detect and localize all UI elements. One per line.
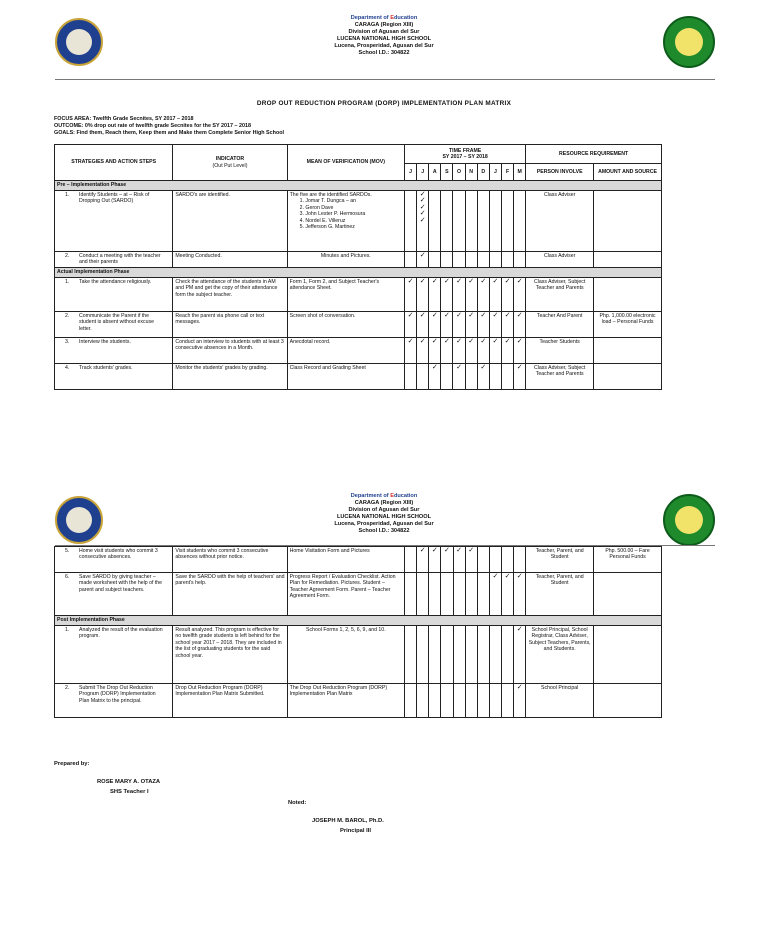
check-mark: ✓: [453, 547, 465, 573]
check-mark: ✓: [514, 364, 526, 390]
amount-cell: [594, 364, 662, 390]
division: Division of Agusan del Sur: [348, 507, 420, 513]
mov-cell: Form 1, Form 2, and Subject Teacher's attendance Sheet.: [287, 278, 404, 312]
school-name: LUCENA NATIONAL HIGH SCHOOL: [336, 36, 432, 42]
check-mark: ✓: [453, 312, 465, 338]
check-mark: ✓: [489, 312, 501, 338]
school-id: School I.D.: 304822: [358, 528, 410, 534]
person-cell: Class Adviser: [526, 191, 594, 252]
amount-cell: [594, 626, 662, 684]
check-mark: ✓: [417, 278, 429, 312]
indicator-cell: Save the SARDO with the help of teachers' and parent's help.: [173, 573, 287, 616]
check-mark: ✓: [514, 684, 526, 718]
check-mark: ✓: [429, 364, 441, 390]
indicator-cell: Conduct an interview to students with at least 3 consecutive absences in a Month.: [173, 338, 287, 364]
check-mark: ✓: [477, 364, 489, 390]
check-mark: ✓: [514, 338, 526, 364]
amount-cell: [594, 684, 662, 718]
check-mark: ✓: [465, 312, 477, 338]
strategy-cell: 4. Track students' grades.: [55, 364, 173, 390]
phase-label: Post Implementation Phase: [55, 616, 662, 626]
document-title: DROP OUT REDUCTION PROGRAM (DORP) IMPLEMENTATION PLAN MATRIX: [256, 100, 512, 107]
table-row: [55, 684, 662, 718]
outcome: OUTCOME: 0% drop out rate of twelfth grade Secnites for the SY 2017 – 2018: [54, 123, 252, 129]
goals: GOALS: Find them, Reach them, Keep them and Make them Complete Senior High School: [54, 130, 285, 136]
amount-cell: [594, 252, 662, 268]
header-time-frame: TIME FRAME SY 2017 – SY 2018: [404, 145, 525, 164]
indicator-cell: Check the attendance of the students in AM and PM and get the copy of their attendance form the subject teacher.: [173, 278, 287, 312]
strategy-cell: 3. Interview the students.: [55, 338, 173, 364]
mov-cell: Progress Report / Evaluation Checklist. Action Plan for Remediation. Pictures. Student – Teacher Agreement Form. Parent – Teacher Agreement Form.: [287, 573, 404, 616]
check-mark: ✓: [514, 278, 526, 312]
person-cell: Class Adviser, Subject Teacher and Parents: [526, 364, 594, 390]
strategy-cell: 5. Home visit students who commit 3 consecutive absences.: [55, 547, 173, 573]
table-row: [55, 312, 662, 338]
region: CARAGA (Region XIII): [354, 500, 414, 506]
header-divider: [55, 79, 715, 80]
check-mark: ✓: [465, 547, 477, 573]
check-mark: ✓: [404, 338, 416, 364]
table-row: [55, 252, 662, 268]
month-header: J: [417, 164, 429, 181]
mov-cell: The five are the identified SARDOs. 1. Jomar T. Dungca – an 2. Geron Dave 3. John Lester P. Hermosura 4. Nordel E. Villeruz 5. Jefferson G. Martinez: [287, 191, 404, 252]
mov-cell: Screen shot of conversation.: [287, 312, 404, 338]
check-mark: ✓: [404, 312, 416, 338]
prepared-by-name: ROSE MARY A. OTAZA: [97, 779, 161, 785]
check-mark: ✓: [502, 573, 514, 616]
indicator-cell: Monitor the students' grades by grading.: [173, 364, 287, 390]
person-cell: Teacher, Parent, and Student: [526, 547, 594, 573]
month-header: S: [441, 164, 453, 181]
implementation-matrix-table-continued: [54, 546, 662, 718]
check-mark: ✓: [489, 338, 501, 364]
month-header: J: [404, 164, 416, 181]
check-mark: ✓: [465, 338, 477, 364]
strategy-cell: 2. Conduct a meeting with the teacher and their parents: [55, 252, 173, 268]
month-header: O: [453, 164, 465, 181]
person-cell: School Principal: [526, 684, 594, 718]
mov-cell: Anecdotal record.: [287, 338, 404, 364]
phase-row: [55, 181, 662, 191]
mov-cell: Minutes and Pictures.: [287, 252, 404, 268]
strategy-cell: 1. Analyzed the result of the evaluation program.: [55, 626, 173, 684]
mov-cell: Class Record and Grading Sheet: [287, 364, 404, 390]
department-name: Department of Education: [350, 493, 418, 499]
prepared-by-label: Prepared by:: [54, 761, 90, 767]
check-mark: ✓: [489, 278, 501, 312]
month-header: F: [501, 164, 513, 181]
check-mark: ✓: [417, 252, 429, 268]
month-header: N: [465, 164, 477, 181]
implementation-matrix-table: [54, 144, 662, 390]
check-mark: ✓: [441, 547, 453, 573]
indicator-cell: Visit students who commit 3 consecutive absences without prior notice.: [173, 547, 287, 573]
school-address: Lucena, Prosperidad, Agusan del Sur: [334, 521, 434, 527]
strategy-cell: 1. Take the attendance religiously.: [55, 278, 173, 312]
check-mark: ✓: [477, 312, 489, 338]
strategy-cell: 1. Identify Students – at – Risk of Dropping Out (SARDO): [55, 191, 173, 252]
school-name: LUCENA NATIONAL HIGH SCHOOL: [336, 514, 432, 520]
check-mark: ✓: [453, 364, 465, 390]
check-mark: ✓: [501, 278, 513, 312]
table-row: [55, 626, 662, 684]
check-mark: ✓: [441, 338, 453, 364]
noted-by-title: Principal III: [340, 828, 371, 834]
check-mark: ✓: [477, 338, 489, 364]
check-mark: ✓: [429, 312, 441, 338]
strategy-cell: 2. Submit The Drop Out Reduction Program (DORP) Implementation Plan Matrix to the principal.: [55, 684, 173, 718]
school-id: School I.D.: 304822: [358, 50, 410, 56]
check-mark: ✓: [514, 573, 526, 616]
prepared-by-title: SHS Teacher I: [110, 789, 149, 795]
amount-cell: Php. 1,000.00 electronic load – Personal Funds: [594, 312, 662, 338]
school-seal-logo: [663, 494, 715, 546]
noted-by-name: JOSEPH M. BAROL, Ph.D.: [312, 818, 384, 824]
header-resource: RESOURCE REQUIREMENT: [526, 145, 662, 164]
person-cell: Teacher, Parent, and Student: [526, 573, 594, 616]
noted-label: Noted:: [288, 800, 307, 806]
department-name: Department of Education: [350, 15, 418, 21]
check-mark: ✓: [429, 278, 441, 312]
amount-cell: [594, 573, 662, 616]
table-row: [55, 364, 662, 390]
mov-cell: The Drop Out Reduction Program (DORP) Implementation Plan Matrix: [287, 684, 404, 718]
strategy-cell: 2. Communicate the Parent if the student is absent without excuse letter.: [55, 312, 173, 338]
person-cell: Teacher And Parent: [526, 312, 594, 338]
person-cell: School Principal, School Registrar, Class Adviser, Subject Teachers, Parents, and Students.: [526, 626, 594, 684]
phase-row: [55, 268, 662, 278]
check-mark: ✓: [417, 338, 429, 364]
person-cell: Class Adviser, Subject Teacher and Parents: [526, 278, 594, 312]
month-header: A: [429, 164, 441, 181]
division: Division of Agusan del Sur: [348, 29, 420, 35]
check-mark: ✓: [453, 278, 465, 312]
school-seal-logo: [663, 16, 715, 68]
mov-cell: Home Visitation Form and Pictures: [287, 547, 404, 573]
header-strategies: STRATEGIES AND ACTION STEPS: [55, 145, 173, 181]
table-row: [55, 191, 662, 252]
check-mark: ✓: [429, 547, 441, 573]
page2-header: [0, 490, 768, 550]
phase-label: Pre – Implementation Phase: [55, 181, 662, 191]
check-mark: ✓: [441, 312, 453, 338]
table-row: [55, 338, 662, 364]
indicator-cell: Reach the parent via phone call or text messages.: [173, 312, 287, 338]
person-cell: Teacher Students: [526, 338, 594, 364]
check-mark: ✓: [417, 547, 429, 573]
phase-row: [55, 616, 662, 626]
header-amount: AMOUNT AND SOURCE: [594, 164, 662, 181]
header-indicator: INDICATOR (Out Put Level): [173, 145, 287, 181]
check-mark: ✓: [417, 312, 429, 338]
table-row: [55, 278, 662, 312]
indicator-cell: Result analyzed. This program is effective for no twelfth grade students is left behind for the school year 2017 – 2018. They are included in the list of graduating students for the said school year.: [173, 626, 287, 684]
check-mark: ✓: [501, 338, 513, 364]
check-mark: ✓: [489, 573, 501, 616]
table-row: [55, 547, 662, 573]
check-mark: ✓: [465, 278, 477, 312]
month-header: M: [514, 164, 526, 181]
check-mark: ✓: [477, 278, 489, 312]
amount-cell: [594, 191, 662, 252]
check-mark: ✓: [453, 338, 465, 364]
indicator-cell: Meeting Conducted.: [173, 252, 287, 268]
indicator-cell: SARDO's are identified.: [173, 191, 287, 252]
header-mov: MEAN OF VERIFICATION (MOV): [287, 145, 404, 181]
header-person: PERSON INVOLVE: [526, 164, 594, 181]
check-mark: ✓: [441, 278, 453, 312]
check-mark: ✓: [514, 312, 526, 338]
amount-cell: [594, 278, 662, 312]
school-address: Lucena, Prosperidad, Agusan del Sur: [334, 43, 434, 49]
page1-header: [0, 12, 768, 72]
check-mark: ✓: [429, 338, 441, 364]
mov-cell: School Forms 1, 2, 5, 6, 9, and 10.: [287, 626, 404, 684]
check-mark: ✓: [501, 312, 513, 338]
person-cell: Class Adviser: [526, 252, 594, 268]
month-header: J: [489, 164, 501, 181]
check-mark: ✓: [514, 626, 526, 684]
table-row: [55, 573, 662, 616]
focus-area: FOCUS AREA: Twelfth Grade Secnites, SY 2017 – 2018: [54, 116, 194, 122]
strategy-cell: 6. Save SARDO by giving teacher – made worksheet with the help of the parent and subject teachers.: [55, 573, 173, 616]
amount-cell: Php. 500.00 – Fare Personal Funds: [594, 547, 662, 573]
region: CARAGA (Region XIII): [354, 22, 414, 28]
check-mark: ✓: [404, 278, 416, 312]
phase-label: Actual Implementation Phase: [55, 268, 662, 278]
month-header: D: [477, 164, 489, 181]
amount-cell: [594, 338, 662, 364]
indicator-cell: Drop Out Reduction Program (DORP) Implementation Plan Matrix Submitted.: [173, 684, 287, 718]
check-mark: ✓ ✓ ✓ ✓ ✓: [417, 191, 429, 252]
